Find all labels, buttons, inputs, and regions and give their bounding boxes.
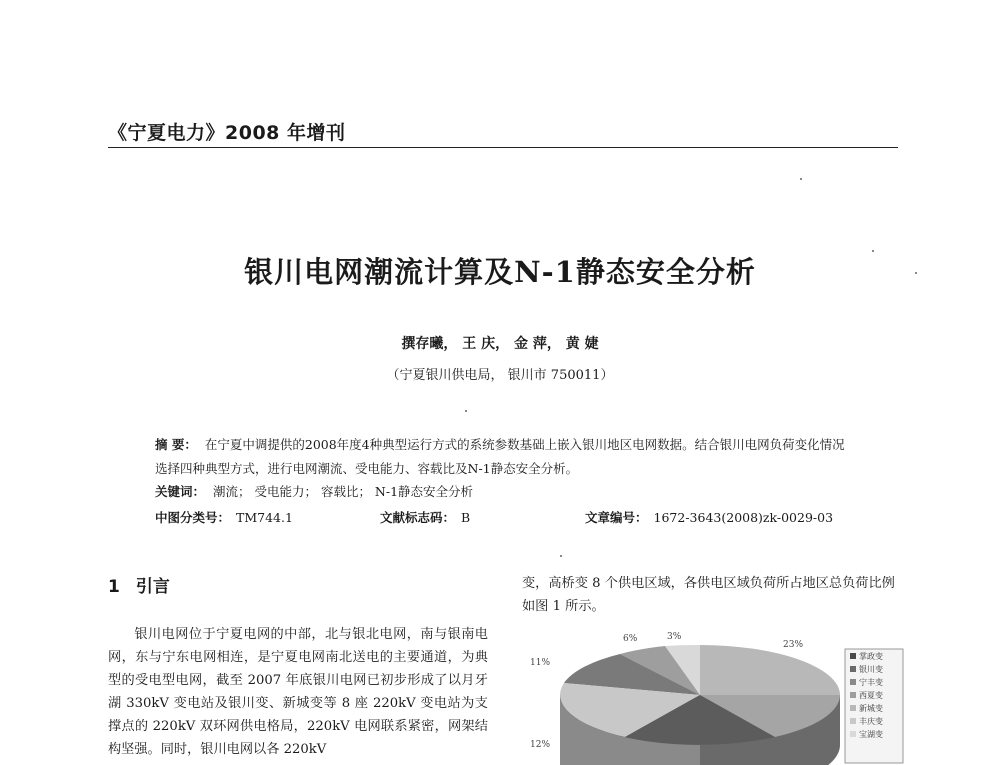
legend-swatch	[850, 718, 856, 724]
article-number-label: 文章编号：	[585, 510, 648, 525]
doc-code-label: 文献标志码：	[380, 510, 456, 525]
keywords-text: 潮流； 受电能力； 容载比； N-1静态安全分析	[213, 484, 474, 499]
section-title: 引言	[135, 577, 170, 597]
intro-paragraph: 银川电网位于宁夏电网的中部，北与银北电网，南与银南电网，东与宁东电网相连，是宁夏电网南北送电的主要通道，为典型的受电型电网，截至 2007 年底银川电网已初步形成了以月牙湖 330kV 变电站及银川变、新城变等 8 座 220kV 变电站为支撑点的 220kV 双环网供电格局，220kV 电网联系紧密，网架结构坚强。同时，银川电网以各 220kV	[108, 627, 488, 757]
keywords	[155, 482, 473, 500]
scan-speck	[915, 272, 917, 274]
doc-code-value: B	[461, 510, 471, 525]
legend-swatch	[850, 679, 856, 685]
clc-number	[155, 508, 293, 526]
section-number: 1	[108, 577, 120, 597]
slice-label-23: 23%	[783, 640, 804, 650]
slice-label-3: 3%	[667, 632, 682, 642]
authors: 撰存曦， 王 庆， 金 萍， 黄 婕	[401, 336, 599, 352]
pie-chart-figure	[515, 625, 915, 765]
left-column	[108, 623, 488, 761]
legend-swatch	[850, 653, 856, 659]
header-rule	[108, 147, 898, 148]
affiliation: （宁夏银川供电局， 银川市 750011）	[386, 368, 614, 383]
journal-header: 《宁夏电力》2008 年增刊	[108, 122, 346, 144]
legend-item: 新城变	[859, 704, 883, 713]
paper-title: 银川电网潮流计算及N-1静态安全分析	[244, 255, 756, 289]
legend-swatch	[850, 692, 856, 698]
scan-speck	[465, 410, 467, 412]
legend-swatch	[850, 666, 856, 672]
legend-swatch	[850, 705, 856, 711]
right-column	[522, 572, 907, 618]
legend-item: 丰庆变	[859, 717, 883, 726]
chart-legend	[845, 649, 903, 763]
clc-label: 中图分类号：	[155, 510, 231, 525]
legend-item: 宝湖变	[859, 730, 883, 739]
legend-swatch	[850, 731, 856, 737]
legend-item: 掌政变	[859, 652, 883, 661]
legend-item: 西夏变	[859, 691, 883, 700]
slice-label-6: 6%	[623, 634, 638, 644]
right-paragraph: 变，高桥变 8 个供电区域，各供电区域负荷所占地区总负荷比例如图 1 所示。	[522, 576, 895, 614]
slice-label-12: 12%	[530, 740, 551, 750]
abstract-text: 在宁夏中调提供的2008年度4种典型运行方式的系统参数基础上嵌入银川地区电网数据。结合银川电网负荷变化情况选择四种典型方式，进行电网潮流、受电能力、容载比及N-1静态安全分析。	[155, 437, 845, 476]
legend-item: 银川变	[859, 665, 883, 674]
scan-speck	[560, 555, 562, 557]
slice-label-11: 11%	[530, 658, 551, 668]
scan-speck	[872, 250, 874, 252]
scan-speck	[800, 178, 802, 180]
doc-code	[380, 508, 470, 526]
abstract	[155, 433, 855, 481]
abstract-label: 摘 要：	[155, 437, 197, 452]
section-heading	[108, 572, 170, 597]
keywords-label: 关键词：	[155, 484, 206, 499]
article-number	[585, 508, 833, 526]
article-number-value: 1672-3643(2008)zk-0029-03	[653, 510, 834, 525]
pie-3d	[560, 645, 840, 765]
legend-item: 宁丰变	[859, 678, 883, 687]
clc-value: TM744.1	[236, 510, 293, 525]
